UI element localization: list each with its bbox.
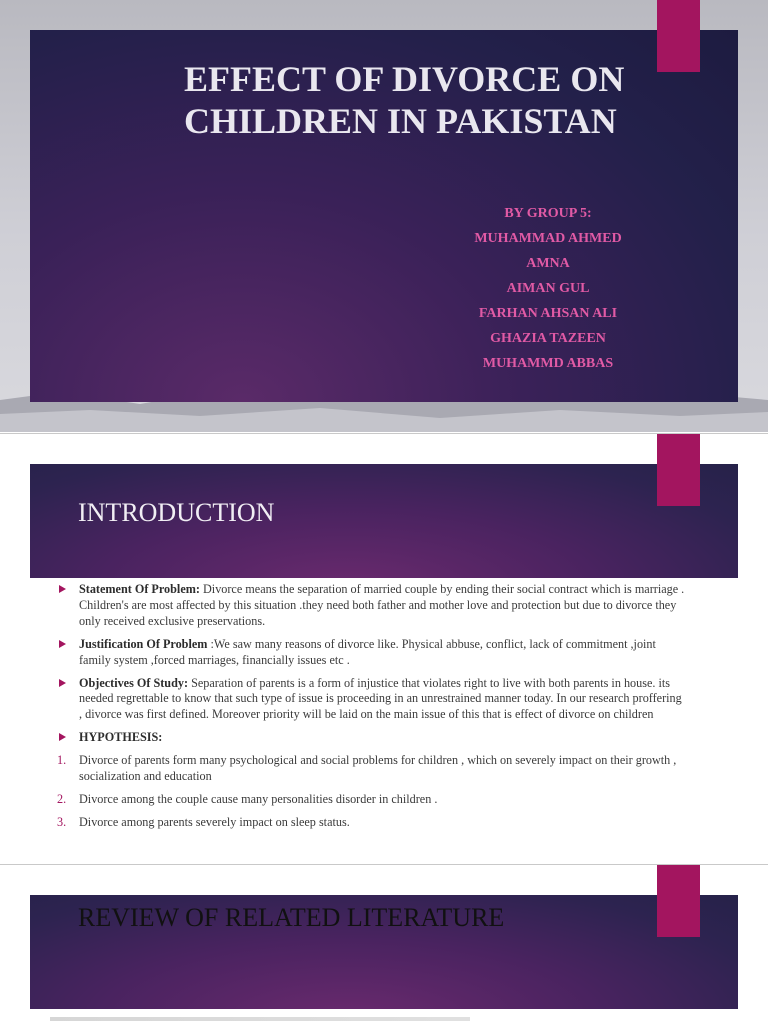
accent-bar (657, 865, 700, 937)
item-label: Justification Of Problem (79, 636, 208, 651)
bullet-item (57, 730, 687, 746)
title-slide (0, 0, 768, 432)
bullet-item (57, 637, 687, 669)
triangle-bullet-icon (59, 733, 66, 741)
item-number: 3. (57, 814, 67, 829)
numbered-item (57, 815, 687, 831)
slide-body (57, 582, 687, 838)
accent-bar (657, 434, 700, 506)
triangle-bullet-icon (59, 679, 66, 687)
slide-heading: INTRODUCTION (78, 498, 275, 527)
author-line: MUHAMMD ABBAS (482, 356, 614, 371)
author-line: GHAZIA TAZEEN (490, 331, 606, 346)
item-text: :We saw many reasons of divorce like. Physical abbuse, conflict, lack of commitment ,joint family system ,forced marriages, financially issues etc . (79, 636, 656, 667)
author-line: AIMAN GUL (506, 281, 590, 296)
item-number: 2. (57, 791, 67, 806)
item-number: 1. (57, 753, 67, 768)
author-line: MUHAMMAD AHMED (474, 231, 622, 246)
triangle-bullet-icon (59, 640, 66, 648)
numbered-item (57, 753, 687, 785)
item-text: Divorce among parents severely impact on sleep status. (79, 814, 350, 829)
presentation-title: EFFECT OF DIVORCE ON CHILDREN IN PAKISTAN (184, 59, 625, 141)
accent-bar (657, 0, 700, 72)
literature-review-slide (0, 864, 768, 1025)
bullet-item (57, 676, 687, 724)
cut-off-text-line (50, 1017, 470, 1021)
author-list (438, 204, 658, 379)
numbered-item (57, 792, 687, 808)
item-label: Objectives Of Study: (79, 675, 189, 690)
author-line: FARHAN AHSAN ALI (478, 306, 618, 321)
item-text: Divorce of parents form many psychological and social problems for children , which on severely impact on their growth , socialization and education (79, 753, 677, 784)
item-label: Statement Of Problem: (79, 582, 200, 596)
item-text: Separation of parents is a form of injustice that violates right to live with both parents in house. its needed regrettable to know that such type of issue is proceeding in an unrestrained manner today. In our research proffering , divorce was first defined. Moreover priority will be laid on the main issue of this that is effect of divorce on children (79, 675, 682, 722)
item-text: Divorce means the separation of married couple by ending their social contract which is marriage . Children's are most affected by this situation .they need both father and mother love and protection but due to divorce they only received exclusive preservations. (79, 582, 685, 628)
item-text: Divorce among the couple cause many personalities disorder in children . (79, 791, 438, 806)
author-line: AMNA (526, 256, 570, 271)
author-line: BY GROUP 5: (504, 206, 592, 221)
triangle-bullet-icon (59, 585, 66, 593)
slide-heading: REVIEW OF RELATED LITERATURE (78, 903, 505, 932)
introduction-slide (0, 433, 768, 864)
bullet-item (57, 582, 687, 630)
item-label: HYPOTHESIS: (79, 730, 163, 745)
